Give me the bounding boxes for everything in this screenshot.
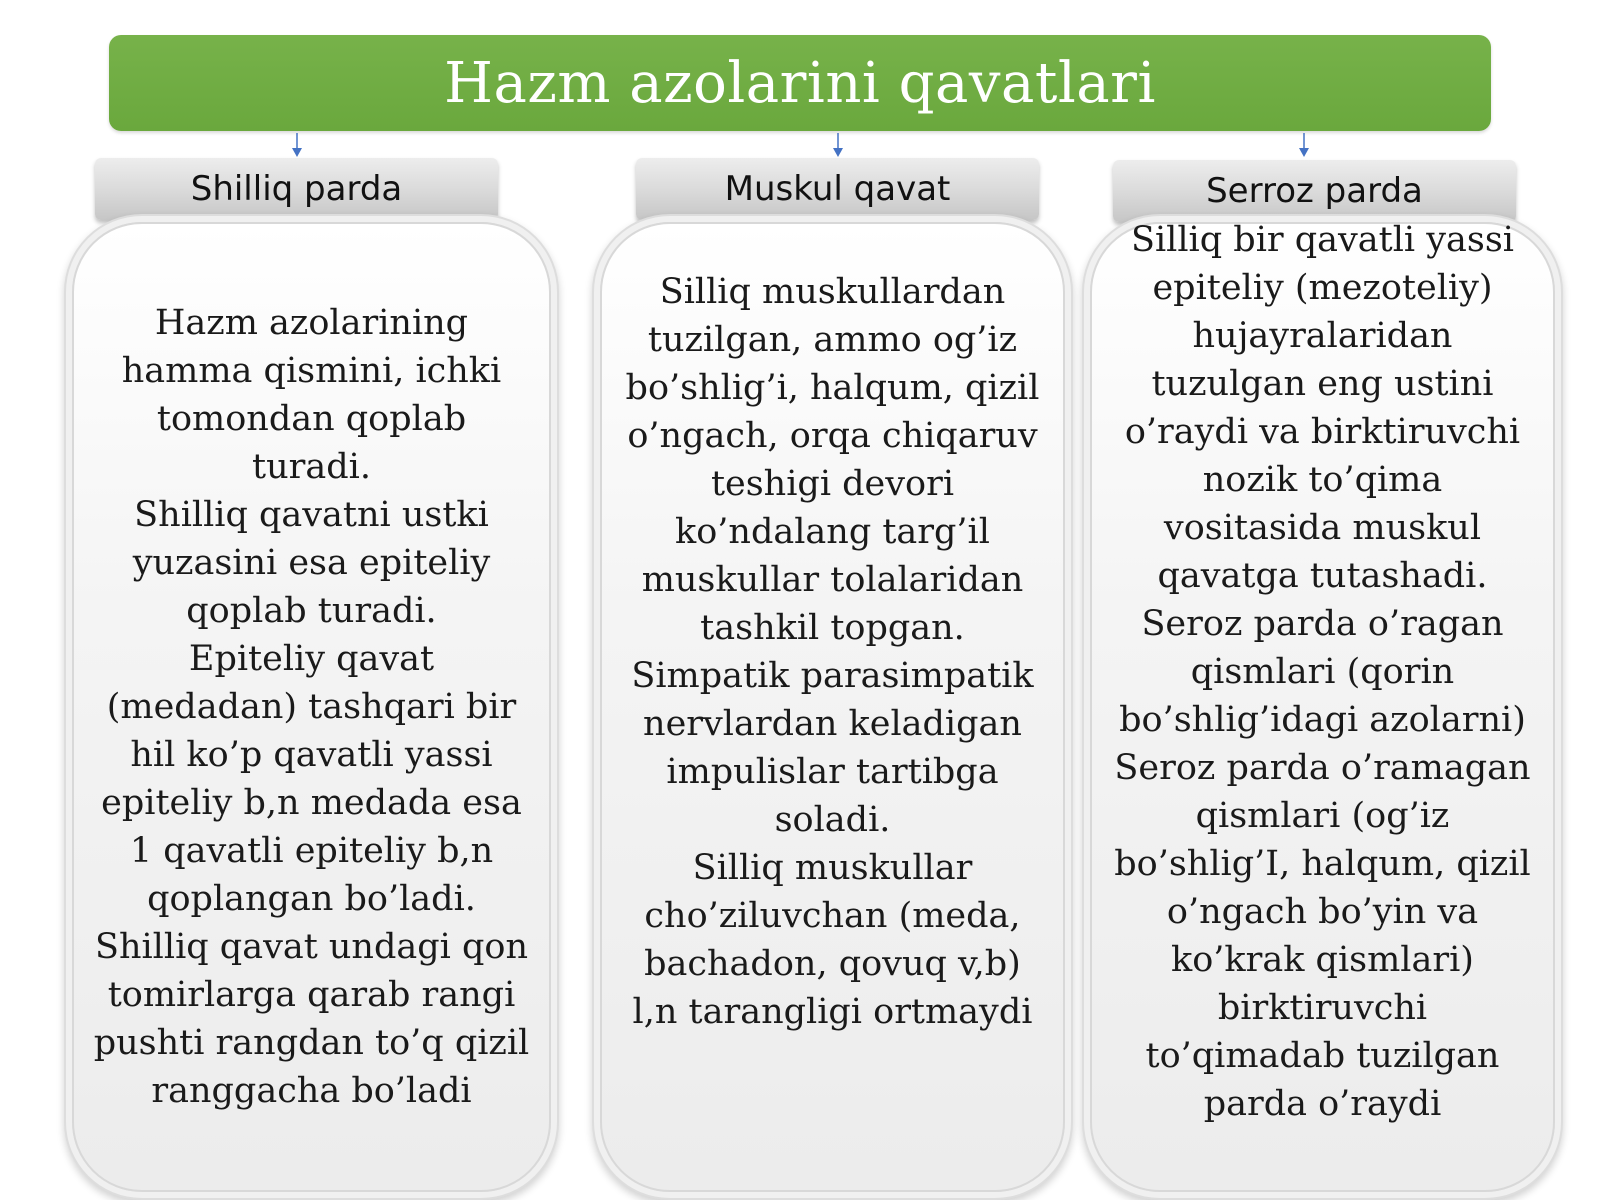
arrow-down-icon [1297, 133, 1311, 159]
card-text-line: tomirlarga qarab rangi [107, 975, 516, 1015]
card-text-line: to’qimadab tuzilgan [1145, 1036, 1500, 1076]
arrow-down-icon [831, 133, 845, 159]
card-text-line: Epiteliy qavat [188, 639, 435, 679]
column-header-shilliq-parda: Shilliq parda [95, 158, 498, 220]
card-text-line: muskullar tolalaridan [641, 560, 1024, 600]
card-text-line: o’ngach bo’yin va [1166, 892, 1479, 932]
card-text [94, 299, 530, 1115]
card-text-line: epiteliy b,n medada esa [101, 783, 522, 823]
card-text-line: qismlari (qorin [1190, 652, 1455, 692]
card-text-line: ko’ndalang targ’il [675, 512, 990, 552]
card-text [626, 268, 1040, 1036]
card-text-line: bo’shlig’I, halqum, qizil [1114, 844, 1531, 884]
card-text-line: turadi. [252, 447, 371, 487]
card-text-line: hamma qismini, ichki [121, 351, 502, 391]
card-text-line: ranggacha bo’ladi [151, 1071, 472, 1111]
card-text-line: Shilliq qavat undagi qon [94, 927, 528, 967]
card-text-line: ko’krak qismlari) [1171, 940, 1474, 980]
column-header-muskul-qavat: Muskul qavat [636, 158, 1039, 220]
card-text-line: qismlari (og’iz [1195, 796, 1450, 836]
card-text-line: o’ngach, orqa chiqaruv [627, 416, 1038, 456]
card-text-line: Seroz parda o’ragan [1141, 604, 1504, 644]
card-text-line: 1 qavatli epiteliy b,n [129, 831, 494, 871]
card-text-line: bo’shlig’i, halqum, qizil [625, 368, 1040, 408]
card-text-line: epiteliy (mezoteliy) [1152, 268, 1493, 308]
card-text-line: qoplangan bo’ladi. [147, 879, 476, 919]
column-card-serroz-parda [1090, 222, 1555, 1192]
card-text-line: (medadan) tashqari bir [106, 687, 517, 727]
card-text-line: bachadon, qovuq v,b) [644, 944, 1021, 984]
card-text-line: tuzulgan eng ustini [1151, 364, 1494, 404]
card-text-line: tashkil topgan. [700, 608, 965, 648]
column-header-serroz-parda: Serroz parda [1113, 160, 1516, 222]
card-text-line: vositasida muskul [1163, 508, 1482, 548]
card-text-line: cho’ziluvchan (meda, [644, 896, 1021, 936]
card-text-line: birktiruvchi [1217, 988, 1428, 1028]
card-text-line: hil ko’p qavatli yassi [130, 735, 493, 775]
diagram-title: Hazm azolarini qavatlari [109, 35, 1491, 131]
card-text-line: qavatga tutashadi. [1157, 556, 1488, 596]
card-text-line: nervlardan keladigan [643, 704, 1022, 744]
card-text-line: impulislar tartibga [666, 752, 999, 792]
card-text-line: soladi. [774, 800, 891, 840]
card-text-line: parda o’raydi [1203, 1084, 1442, 1124]
card-text-line: pushti rangdan to’q qizil [93, 1023, 530, 1063]
card-text-line: o’raydi va birktiruvchi [1124, 412, 1521, 452]
card-text-line: Seroz parda o’ramagan [1114, 748, 1531, 788]
card-text-line: Hazm azolarining [154, 303, 469, 343]
card-text-line: yuzasini esa epiteliy [132, 543, 491, 583]
card-text-line: nozik to’qima [1202, 460, 1443, 500]
card-text-line: l,n tarangligi ortmaydi [632, 992, 1033, 1032]
arrow-down-icon [290, 133, 304, 159]
column-card-muskul-qavat [600, 222, 1065, 1192]
card-text-line: qoplab turadi. [186, 591, 437, 631]
card-text-line: hujayralaridan [1192, 316, 1453, 356]
card-text [1114, 216, 1531, 1128]
card-text-line: Silliq muskullar [692, 848, 973, 888]
card-text-line: tuzilgan, ammo og’iz [647, 320, 1018, 360]
card-text-line: teshigi devori [710, 464, 955, 504]
card-text-line: bo’shlig’idagi azolarni) [1119, 700, 1526, 740]
card-text-line: Silliq muskullardan [659, 272, 1006, 312]
column-card-shilliq-parda [72, 222, 551, 1192]
card-text-line: Silliq bir qavatli yassi [1131, 220, 1514, 260]
card-text-line: Simpatik parasimpatik [631, 656, 1034, 696]
card-text-line: tomondan qoplab [156, 399, 467, 439]
card-text-line: Shilliq qavatni ustki [134, 495, 489, 535]
